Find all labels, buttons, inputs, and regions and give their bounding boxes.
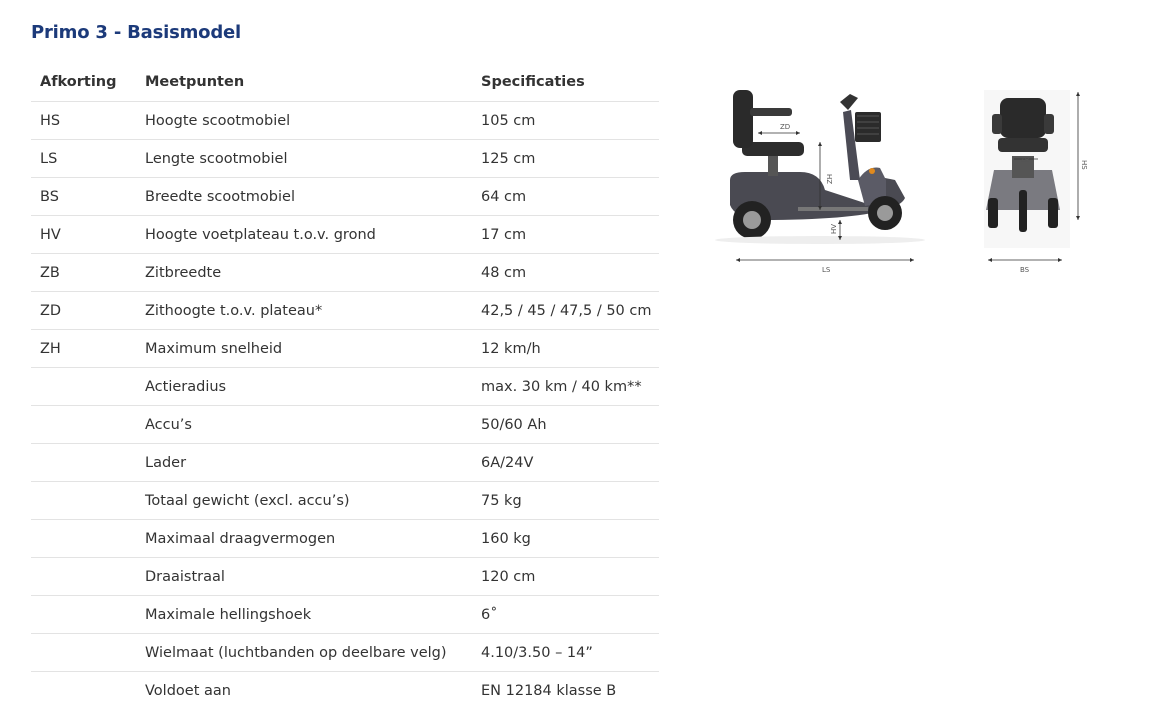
table-row	[31, 368, 659, 406]
cell-abbr	[31, 520, 136, 558]
cell-spec: 105 cm	[472, 102, 659, 140]
label-zd: ZD	[780, 123, 791, 131]
table-row	[31, 178, 659, 216]
table-row	[31, 216, 659, 254]
scooter-dimension-diagram	[700, 80, 1120, 290]
table-row	[31, 596, 659, 634]
cell-measure: Totaal gewicht (excl. accu’s)	[136, 482, 472, 520]
cell-measure: Zithoogte t.o.v. plateau*	[136, 292, 472, 330]
cell-measure: Wielmaat (luchtbanden op deelbare velg)	[136, 634, 472, 672]
cell-spec: 4.10/3.50 – 14”	[472, 634, 659, 672]
cell-abbr: ZH	[31, 330, 136, 368]
label-bs: BS	[1020, 266, 1030, 274]
header-spec: Specificaties	[472, 63, 659, 102]
cell-abbr: HS	[31, 102, 136, 140]
table-row	[31, 330, 659, 368]
table-row	[31, 254, 659, 292]
cell-spec: 17 cm	[472, 216, 659, 254]
scooter-rear-view	[984, 90, 1088, 274]
cell-abbr: LS	[31, 140, 136, 178]
cell-measure: Zitbreedte	[136, 254, 472, 292]
specs-table	[31, 63, 659, 709]
header-measure: Meetpunten	[136, 63, 472, 102]
cell-abbr: BS	[31, 178, 136, 216]
scooter-side-view	[715, 90, 925, 274]
table-row	[31, 292, 659, 330]
table-row	[31, 634, 659, 672]
cell-abbr	[31, 482, 136, 520]
cell-spec: 125 cm	[472, 140, 659, 178]
label-zh: ZH	[826, 173, 834, 184]
cell-measure: Breedte scootmobiel	[136, 178, 472, 216]
cell-abbr	[31, 368, 136, 406]
cell-abbr: ZB	[31, 254, 136, 292]
cell-spec: 42,5 / 45 / 47,5 / 50 cm	[472, 292, 659, 330]
table-row	[31, 672, 659, 710]
cell-spec: 50/60 Ah	[472, 406, 659, 444]
cell-spec: 48 cm	[472, 254, 659, 292]
cell-measure: Voldoet aan	[145, 682, 231, 699]
cell-measure: Actieradius	[136, 368, 472, 406]
table-row	[31, 558, 659, 596]
table-row	[31, 520, 659, 558]
cell-spec: max. 30 km / 40 km**	[472, 368, 659, 406]
specs-table-body	[31, 102, 659, 710]
cell-measure: Maximaal draagvermogen	[136, 520, 472, 558]
table-row	[31, 102, 659, 140]
cell-abbr	[31, 444, 136, 482]
cell-spec: 6A/24V	[472, 444, 659, 482]
cell-spec: 120 cm	[472, 558, 659, 596]
label-ls: LS	[822, 266, 831, 274]
cell-spec: 6˚	[472, 596, 659, 634]
table-row	[31, 444, 659, 482]
cell-measure: Lader	[136, 444, 472, 482]
cell-abbr	[31, 596, 136, 634]
cell-spec: 75 kg	[472, 482, 659, 520]
cell-measure: Accu’s	[136, 406, 472, 444]
table-row	[31, 140, 659, 178]
label-zb: ZB	[1020, 156, 1030, 164]
label-hs: HS	[1080, 160, 1088, 170]
cell-spec: EN 12184 klasse B	[481, 682, 617, 699]
cell-measure: Hoogte scootmobiel	[136, 102, 472, 140]
cell-abbr	[31, 558, 136, 596]
cell-abbr	[31, 672, 136, 710]
cell-measure: Maximum snelheid	[136, 330, 472, 368]
cell-measure: Hoogte voetplateau t.o.v. grond	[136, 216, 472, 254]
table-row	[31, 406, 659, 444]
page-title: Primo 3 - Basismodel	[31, 22, 242, 43]
table-header-row	[31, 63, 659, 102]
cell-abbr	[31, 634, 136, 672]
cell-measure: Lengte scootmobiel	[136, 140, 472, 178]
cell-abbr	[31, 406, 136, 444]
cell-abbr: ZD	[31, 292, 136, 330]
table-row	[31, 482, 659, 520]
cell-spec: 12 km/h	[472, 330, 659, 368]
cell-measure: Maximale hellingshoek	[136, 596, 472, 634]
cell-spec: 160 kg	[472, 520, 659, 558]
label-hv: HV	[830, 223, 838, 234]
cell-measure: Draaistraal	[136, 558, 472, 596]
header-abbr: Afkorting	[31, 63, 136, 102]
cell-abbr: HV	[31, 216, 136, 254]
cell-spec: 64 cm	[472, 178, 659, 216]
